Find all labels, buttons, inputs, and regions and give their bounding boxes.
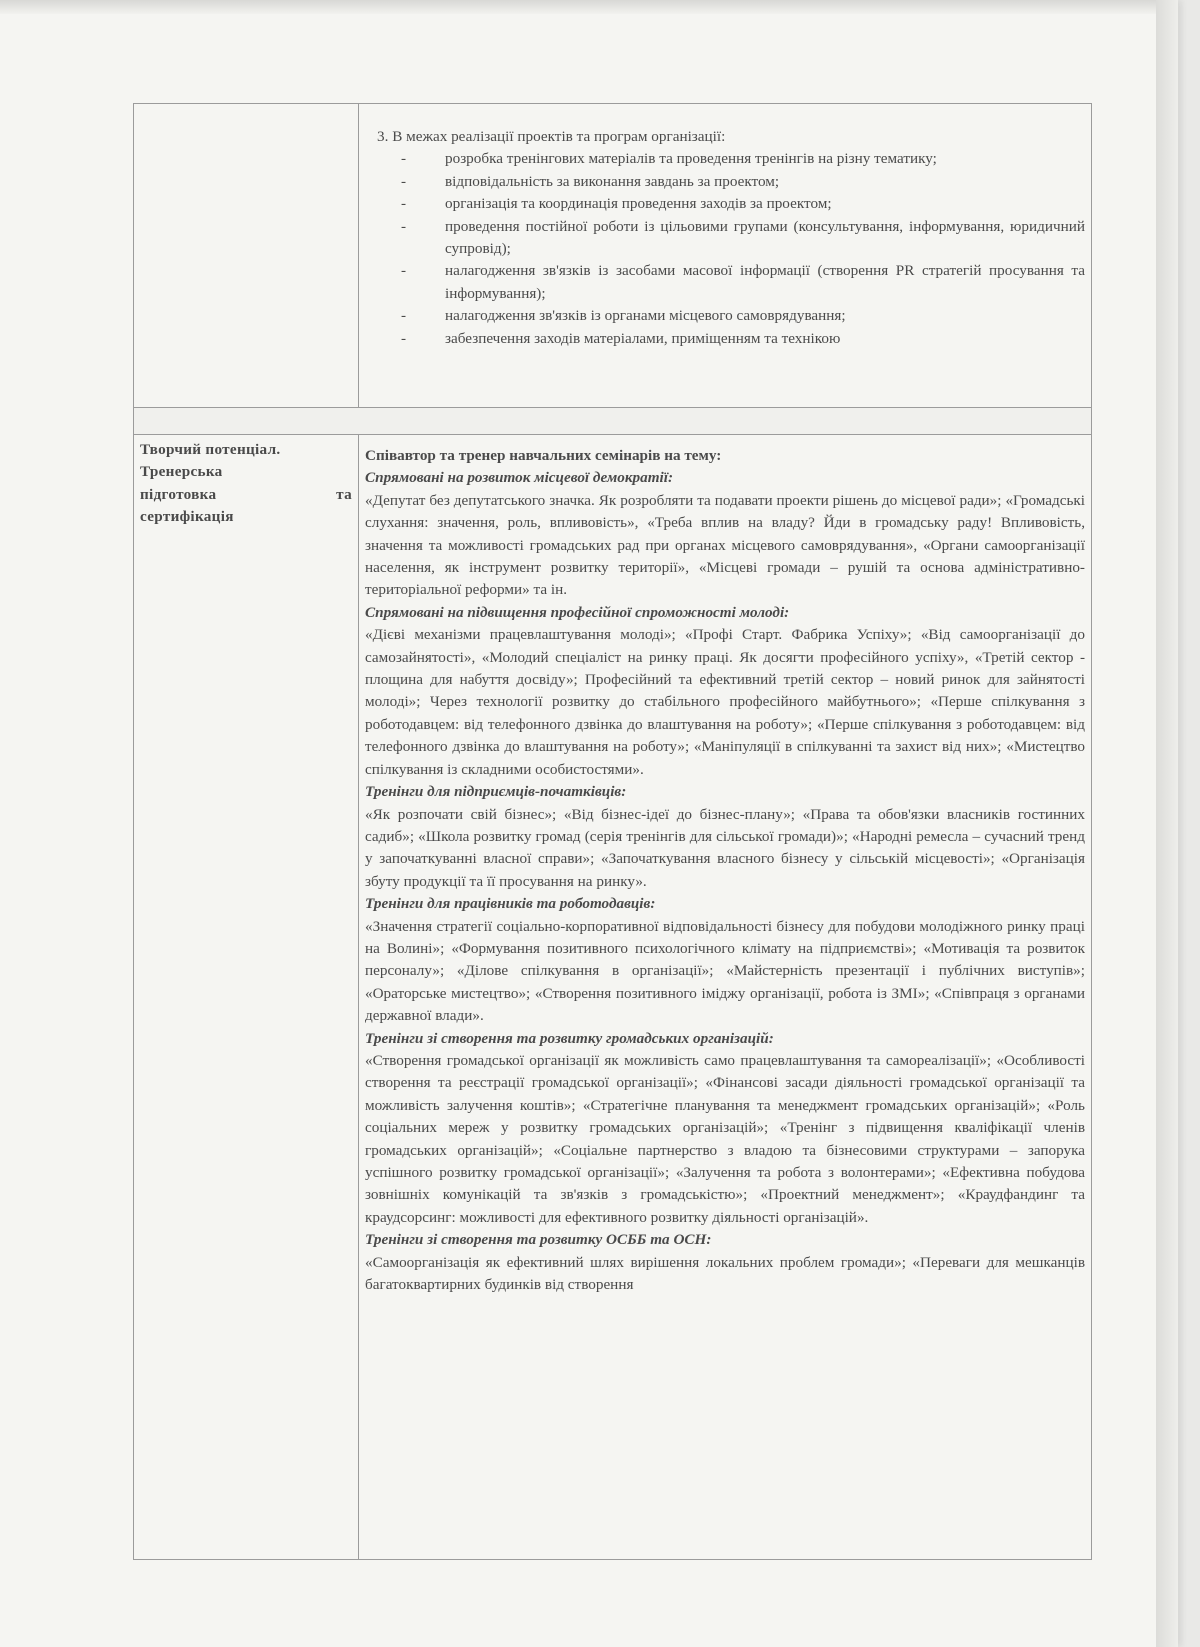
group-text: «Самоорганізація як ефективний шлях вирішення локальних проблем громади»; «Переваги для мешканців багатоквартирних будинків від створення — [365, 1253, 1085, 1294]
trainings-cell — [359, 435, 1092, 1560]
row-label-line: Тренерська — [140, 463, 223, 481]
trainings-heading: Співавтор та тренер навчальних семінарів на тему: — [365, 447, 722, 464]
list-item: - відповідальність за виконання завдань за проектом; — [401, 171, 1085, 193]
row-label-cell — [134, 435, 359, 1560]
list-item: - розробка тренінгових матеріалів та проведення тренінгів на різну тематику; — [401, 148, 1085, 170]
group-title: Тренінги зі створення та розвитку громадських організацій: — [365, 1029, 774, 1047]
responsibilities-cell — [359, 104, 1092, 408]
group-title: Тренінги для працівників та роботодавців: — [365, 895, 656, 913]
table-separator-row — [134, 408, 1092, 435]
group-text: «Значення стратегії соціально-корпоративної відповідальності бізнесу для побудови молодіжного ринку праці на Волині»; «Формування позитивного психологічного клімату на підприємстві»; «Мотивація та розвиток персоналу»; «Ділове спілкування в організації»; «Майстерність презентації і публічних виступів»; «Ораторське мистецтво»; «Створення позитивного іміджу організації, робота із ЗМІ»; «Співпраця з органами державної влади». — [365, 917, 1085, 1025]
list-item: - проведення постійної роботи із цільовими групами (консультування, інформування, юридичний супровід); — [401, 216, 1085, 261]
section-heading: 3. В межах реалізації проектів та програм організації: — [377, 128, 726, 145]
list-item: - організація та координація проведення заходів за проектом; — [401, 193, 1085, 215]
scan-right-edge — [1156, 0, 1178, 1647]
group-title: Спрямовані на розвиток місцевої демократії: — [365, 469, 674, 487]
group-title: Тренінги для підприємців-початківців: — [365, 783, 627, 801]
list-item: - налагодження зв'язків із органами місцевого самоврядування; — [401, 305, 1085, 327]
row-label-word: та — [336, 485, 352, 503]
cv-table — [133, 103, 1092, 1560]
responsibilities-list — [365, 148, 1085, 350]
row-label-word: підготовка — [140, 485, 217, 503]
separator-cell — [134, 408, 1092, 435]
scan-top-edge — [0, 0, 1178, 14]
row-label-line — [140, 484, 352, 506]
table-row — [134, 104, 1092, 408]
group-text: «Створення громадської організації як можливість само працевлаштування та самореалізації»; «Особливості створення та реєстрації громадської організації»; «Фінансові засади діяльності громадської організації та можливість залучення коштів»; «Стратегічне планування та менеджмент громадських організацій»; «Роль соціальних мереж у розвитку громадських організацій»; «Тренінг з підвищення кваліфікації членів громадських організацій»; «Соціальне партнерство з владою та бізнесовими структурами – запорука успішного розвитку громадської організації»; «Залучення та робота з волонтерами»; «Ефективна побудова зовнішніх комунікацій та зв'язків з громадськістю»; «Проектний менеджмент»; «Краудфандинг та краудсорсинг: можливості для ефективного розвитку діяльності організацій». — [365, 1051, 1085, 1226]
empty-label-cell — [134, 104, 359, 408]
group-title: Тренінги зі створення та розвитку ОСББ та ОСН: — [365, 1231, 712, 1249]
row-label-line: сертифікація — [140, 508, 234, 526]
table-row — [134, 435, 1092, 1560]
group-text: «Депутат без депутатського значка. Як розробляти та подавати проекти рішень до місцевої ради»; «Громадські слухання: значення, роль, впливовість», «Треба вплив на владу? Йди в громадську раду! Впливовість, значення та можливості громадських рад при органах місцевого самоврядування», «Органи самоорганізації населення, як інструмент розвитку території», «Місцеві громади – рушій та основа адміністративно-територіальної реформи» та ін. — [365, 491, 1085, 599]
group-text: «Дієві механізми працевлаштування молоді»; «Профі Старт. Фабрика Успіху»; «Від самоорганізації до самозайнятості», «Молодий спеціаліст на ринку праці. Як досягти професійного успіху», «Третій сектор - площина для набуття досвіду»; Професійний та ефективний третій сектор – новий ринок для зайнятості молоді»; Через технології розвитку до стабільного професійного майбутнього»; «Перше спілкування з роботодавцем: від телефонного дзвінка до влаштування на роботу»; «Перше спілкування з роботодавцем: від телефонного дзвінка до влаштування на роботу»; «Маніпуляції в спілкуванні та захист від них»; «Мистецтво спілкування із складними особистостями». — [365, 626, 1085, 778]
list-item: - забезпечення заходів матеріалами, приміщенням та технікою — [401, 328, 1085, 350]
group-text: «Як розпочати свій бізнес»; «Від бізнес-ідеї до бізнес-плану»; «Права та обов'язки власників гостинних садиб»; «Школа розвитку громад (серія тренінгів для сільської громади)»; «Народні ремесла – сучасний тренд у започаткуванні власної справи»; «Започаткування власного бізнесу у сільській місцевості»; «Організація збуту продукції та її просування на ринку». — [365, 805, 1085, 890]
group-title: Спрямовані на підвищення професійної спроможності молоді: — [365, 603, 790, 621]
list-item: - налагодження зв'язків із засобами масової інформації (створення PR стратегій просування та інформування); — [401, 260, 1085, 305]
row-label-line: Творчий потенціал. — [140, 441, 281, 458]
